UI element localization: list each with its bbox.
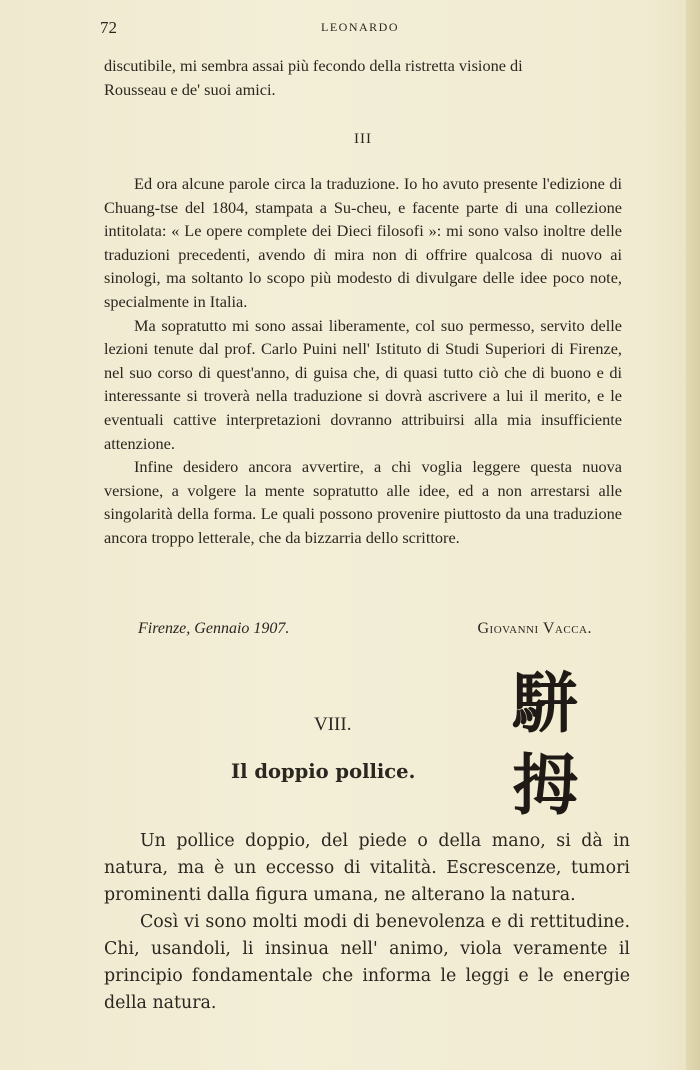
chinese-title-characters [506,662,584,822]
chapter-paragraph-1: Un pollice doppio, del piede o della mano, si dà in natura, ma è un eccesso di vitalità. Escrescenze, tumori prominenti dalla figura umana, ne alterano la natura. [104,831,630,905]
chinese-character-1: 駢 [512,665,578,742]
chinese-characters-svg [506,662,584,822]
signature-author: Giovanni Vacca. [477,620,592,637]
section-paragraph-2: Ma sopratutto mi sono assai liberamente, col suo permesso, servito delle lezioni tenute dal prof. Carlo Puini nell' Istituto di Studi Superiori di Firenze, nel suo corso di quest'anno, di guisa che, di quasi tutto ciò che di buono e di interessante si troverà nella traduzione si dovrà ascrivere a lui il merito, e le eventuali cattive interpretazioni dovranno attribuirsi alla mia insufficiente attenzione. [104,315,622,453]
chapter-title: Il doppio pollice. [231,760,416,783]
chapter-paragraph-2: Così vi sono molti modi di benevolenza e di rettitudine. Chi, usandoli, li insinua nell' animo, viola veramente il principio fondamentale che informa le leggi e le energie della natura. [104,912,630,1013]
signature [104,620,592,644]
signature-place-date: Firenze, Gennaio 1907. [138,620,290,637]
chapter-body [104,828,630,1017]
chinese-character-2: 拇 [512,747,578,822]
page-number: 72 [100,18,117,37]
chapter-number: VIII. [314,714,352,735]
intro-text [104,54,622,101]
section-paragraph-1: Ed ora alcune parole circa la traduzione. Io ho avuto presente l'edizione di Chuang-tse del 1804, stampata a Su-cheu, e facente parte di una collezione intitolata: « Le opere complete dei Dieci filosofi »: mi sono valso inoltre delle traduzioni precedenti, avendo di mira non di offrire qualcosa di nuovo ai sinologi, ma soltanto lo scopo più modesto di divulgare delle idee poco note, specialmente in Italia. [104,174,622,311]
intro-line-2: Rousseau e de' suoi amici. [104,79,276,99]
page-edge [686,0,700,1070]
section-body [104,172,622,550]
running-title: LEONARDO [321,20,399,34]
section-paragraph-3: Infine desidero ancora avvertire, a chi voglia leggere questa nuova versione, a volgere la mente sopratutto alle idee, ed a non arrestarsi alle singolarità della forma. Le quali possono provenire piuttosto da una traduzione ancora troppo letterale, che da bizzarria dello scrittore. [104,457,622,547]
section-number: III [354,131,372,147]
running-head [100,18,620,42]
intro-line-1: discutibile, mi sembra assai più fecondo della ristretta visione di [104,56,523,75]
